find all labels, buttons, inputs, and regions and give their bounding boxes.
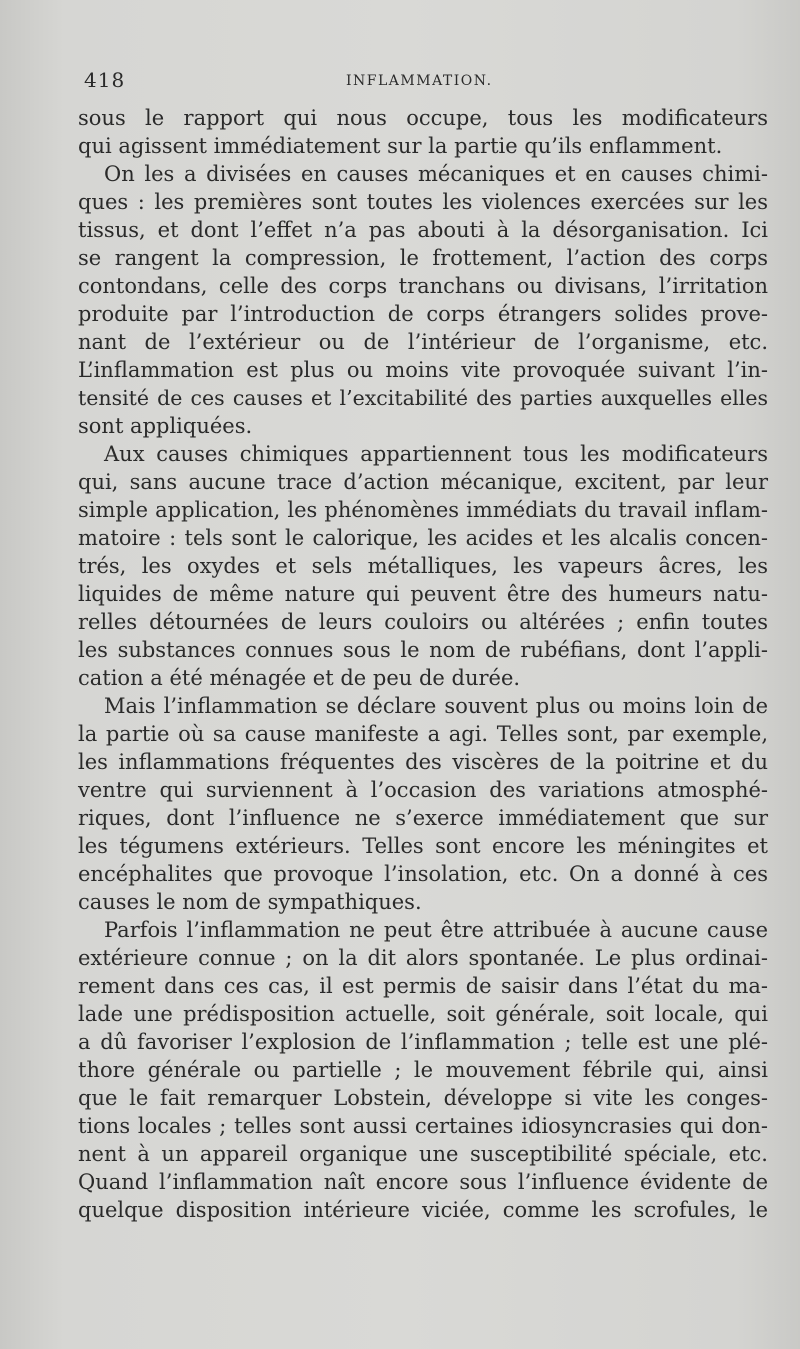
page-number: 418 [84, 68, 126, 92]
text-line: rement dans ces cas, il est permis de saisir dans l’état du ma- [78, 974, 768, 998]
text-line: cation a été ménagée et de peu de durée. [78, 666, 521, 690]
text-line: les inflammations fréquentes des viscères de la poitrine et du [78, 750, 768, 774]
text-line: riques, dont l’influence ne s’exerce immédiatement que sur [78, 806, 768, 830]
text-line: contondans, celle des corps tranchans ou divisans, l’irritation [78, 274, 768, 298]
body-text [78, 104, 768, 1224]
text-line: Mais l’inflammation se déclare souvent plus ou moins loin de [104, 694, 768, 718]
text-line: trés, les oxydes et sels métalliques, les vapeurs âcres, les [78, 554, 768, 578]
text-line: Quand l’inflammation naît encore sous l’influence évidente de [78, 1170, 768, 1194]
text-line: sous le rapport qui nous occupe, tous les modificateurs [78, 106, 768, 130]
text-line: encéphalites que provoque l’insolation, etc. On a donné à ces [78, 862, 768, 886]
text-line: se rangent la compression, le frottement, l’action des corps [78, 246, 768, 270]
text-line: les tégumens extérieurs. Telles sont encore les méningites et [78, 834, 768, 858]
text-line: relles détournées de leurs couloirs ou altérées ; enfin toutes [78, 610, 768, 634]
text-line: a dû favoriser l’explosion de l’inflammation ; telle est une plé- [78, 1030, 768, 1054]
text-line: Aux causes chimiques appartiennent tous les modificateurs [104, 442, 768, 466]
text-line: nant de l’extérieur ou de l’intérieur de l’organisme, etc. [78, 330, 768, 354]
text-line: ventre qui surviennent à l’occasion des variations atmosphé- [78, 778, 768, 802]
text-line: nent à un appareil organique une susceptibilité spéciale, etc. [78, 1142, 768, 1166]
text-line: qui agissent immédiatement sur la partie qu’ils enflamment. [78, 134, 723, 158]
text-line: tensité de ces causes et l’excitabilité des parties auxquelles elles [78, 386, 768, 410]
text-line: Parfois l’inflammation ne peut être attribuée à aucune cause [104, 918, 768, 942]
text-line: quelque disposition intérieure viciée, comme les scrofules, le [78, 1198, 768, 1222]
text-line: On les a divisées en causes mécaniques et en causes chimi- [104, 162, 768, 186]
text-line: qui, sans aucune trace d’action mécanique, excitent, par leur [78, 470, 768, 494]
page-header [84, 68, 764, 98]
text-line: L’inflammation est plus ou moins vite provoquée suivant l’in- [78, 358, 768, 382]
text-line: liquides de même nature qui peuvent être des humeurs natu- [78, 582, 768, 606]
running-head: INFLAMMATION. [346, 73, 493, 89]
text-line: thore générale ou partielle ; le mouvement fébrile qui, ainsi [78, 1058, 768, 1082]
text-line: les substances connues sous le nom de rubéfians, dont l’appli- [78, 638, 768, 662]
text-line: sont appliquées. [78, 414, 253, 438]
text-line: extérieure connue ; on la dit alors spontanée. Le plus ordinai- [78, 946, 768, 970]
text-line: matoire : tels sont le calorique, les acides et les alcalis concen- [78, 526, 768, 550]
text-line: simple application, les phénomènes immédiats du travail inflam- [78, 498, 768, 522]
text-line: que le fait remarquer Lobstein, développe si vite les conges- [78, 1086, 768, 1110]
text-line: la partie où sa cause manifeste a agi. Telles sont, par exemple, [78, 722, 768, 746]
text-line: causes le nom de sympathiques. [78, 890, 422, 914]
text-line: produite par l’introduction de corps étrangers solides prove- [78, 302, 768, 326]
text-line: ques : les premières sont toutes les violences exercées sur les [78, 190, 768, 214]
text-line: tions locales ; telles sont aussi certaines idiosyncrasies qui don- [78, 1114, 768, 1138]
text-line: lade une prédisposition actuelle, soit générale, soit locale, qui [78, 1002, 768, 1026]
text-line: tissus, et dont l’effet n’a pas abouti à la désorganisation. Ici [78, 218, 768, 242]
